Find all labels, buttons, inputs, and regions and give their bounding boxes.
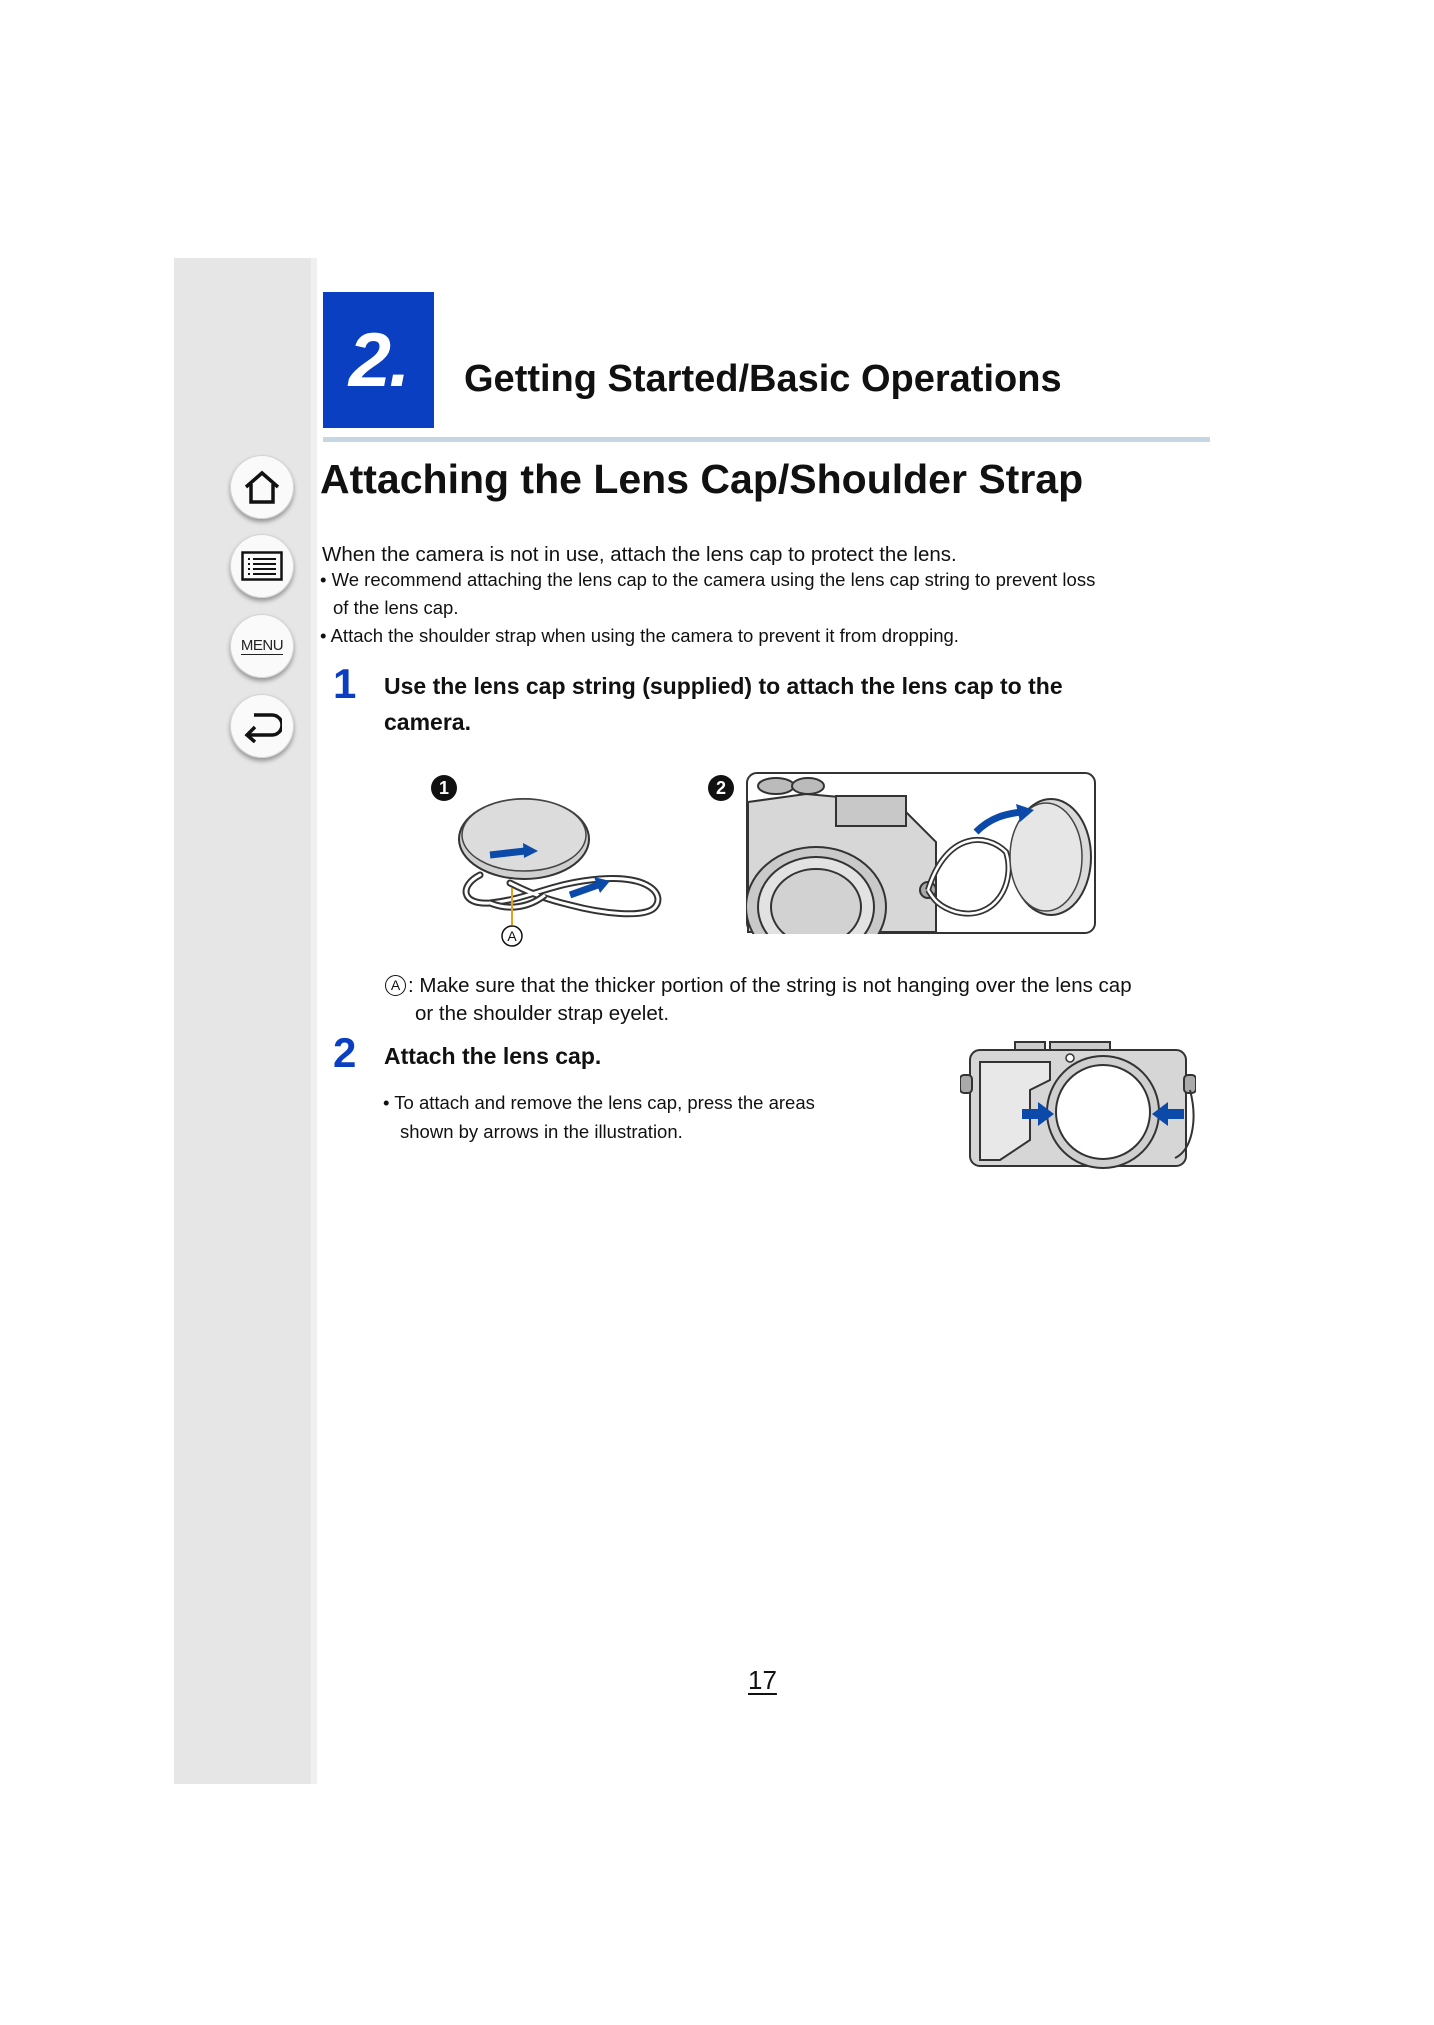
camera-strap-illustration (746, 772, 1096, 934)
lens-cap-string-illustration (450, 795, 670, 965)
bullet-item (320, 566, 1210, 622)
bullet-item (383, 1088, 903, 1146)
step-instruction-line: camera. (384, 709, 471, 735)
back-icon (242, 709, 282, 743)
menu-button[interactable] (230, 614, 294, 678)
step-instruction-line: Use the lens cap string (supplied) to attach the lens cap to the (384, 673, 1063, 699)
bullet-text: • We recommend attaching the lens cap to the camera using the lens cap string to prevent loss (320, 569, 1096, 590)
chapter-title: Getting Started/Basic Operations (464, 358, 1062, 400)
callout-label: A (507, 928, 517, 944)
home-icon (242, 469, 282, 505)
contents-icon (241, 551, 283, 581)
bullet-text-continued: shown by arrows in the illustration. (400, 1121, 683, 1142)
step-number: 2 (333, 1029, 357, 1076)
note-line: : Make sure that the thicker portion of the string is not hanging over the lens cap (408, 974, 1132, 997)
step-instruction: Attach the lens cap. (384, 1043, 602, 1069)
note-text (385, 972, 1215, 1028)
intro-text: When the camera is not in use, attach the lens cap to protect the lens. (322, 543, 957, 566)
contents-button[interactable] (230, 534, 294, 598)
camera-front-illustration (960, 1040, 1196, 1170)
back-button[interactable] (230, 694, 294, 758)
chapter-number-badge (323, 292, 434, 428)
step-number: 1 (333, 660, 357, 707)
chapter-divider (323, 437, 1210, 442)
page-number: 17 (748, 1665, 777, 1695)
figure-marker-2: 2 (708, 775, 734, 801)
bullet-text: • To attach and remove the lens cap, press the areas (383, 1092, 815, 1113)
bullet-text-continued: of the lens cap. (333, 597, 459, 618)
bullet-text: • Attach the shoulder strap when using the camera to prevent it from dropping. (320, 625, 959, 646)
figure-marker-1: 1 (431, 775, 457, 801)
note-line-continued: or the shoulder strap eyelet. (415, 1002, 670, 1025)
bullet-item (320, 622, 1210, 650)
callout-marker: A (385, 975, 406, 996)
chapter-number: 2. (348, 317, 409, 403)
page-title: Attaching the Lens Cap/Shoulder Strap (320, 456, 1084, 502)
menu-icon: MENU (240, 636, 284, 654)
home-button[interactable] (230, 455, 294, 519)
step-instruction (384, 668, 1214, 740)
